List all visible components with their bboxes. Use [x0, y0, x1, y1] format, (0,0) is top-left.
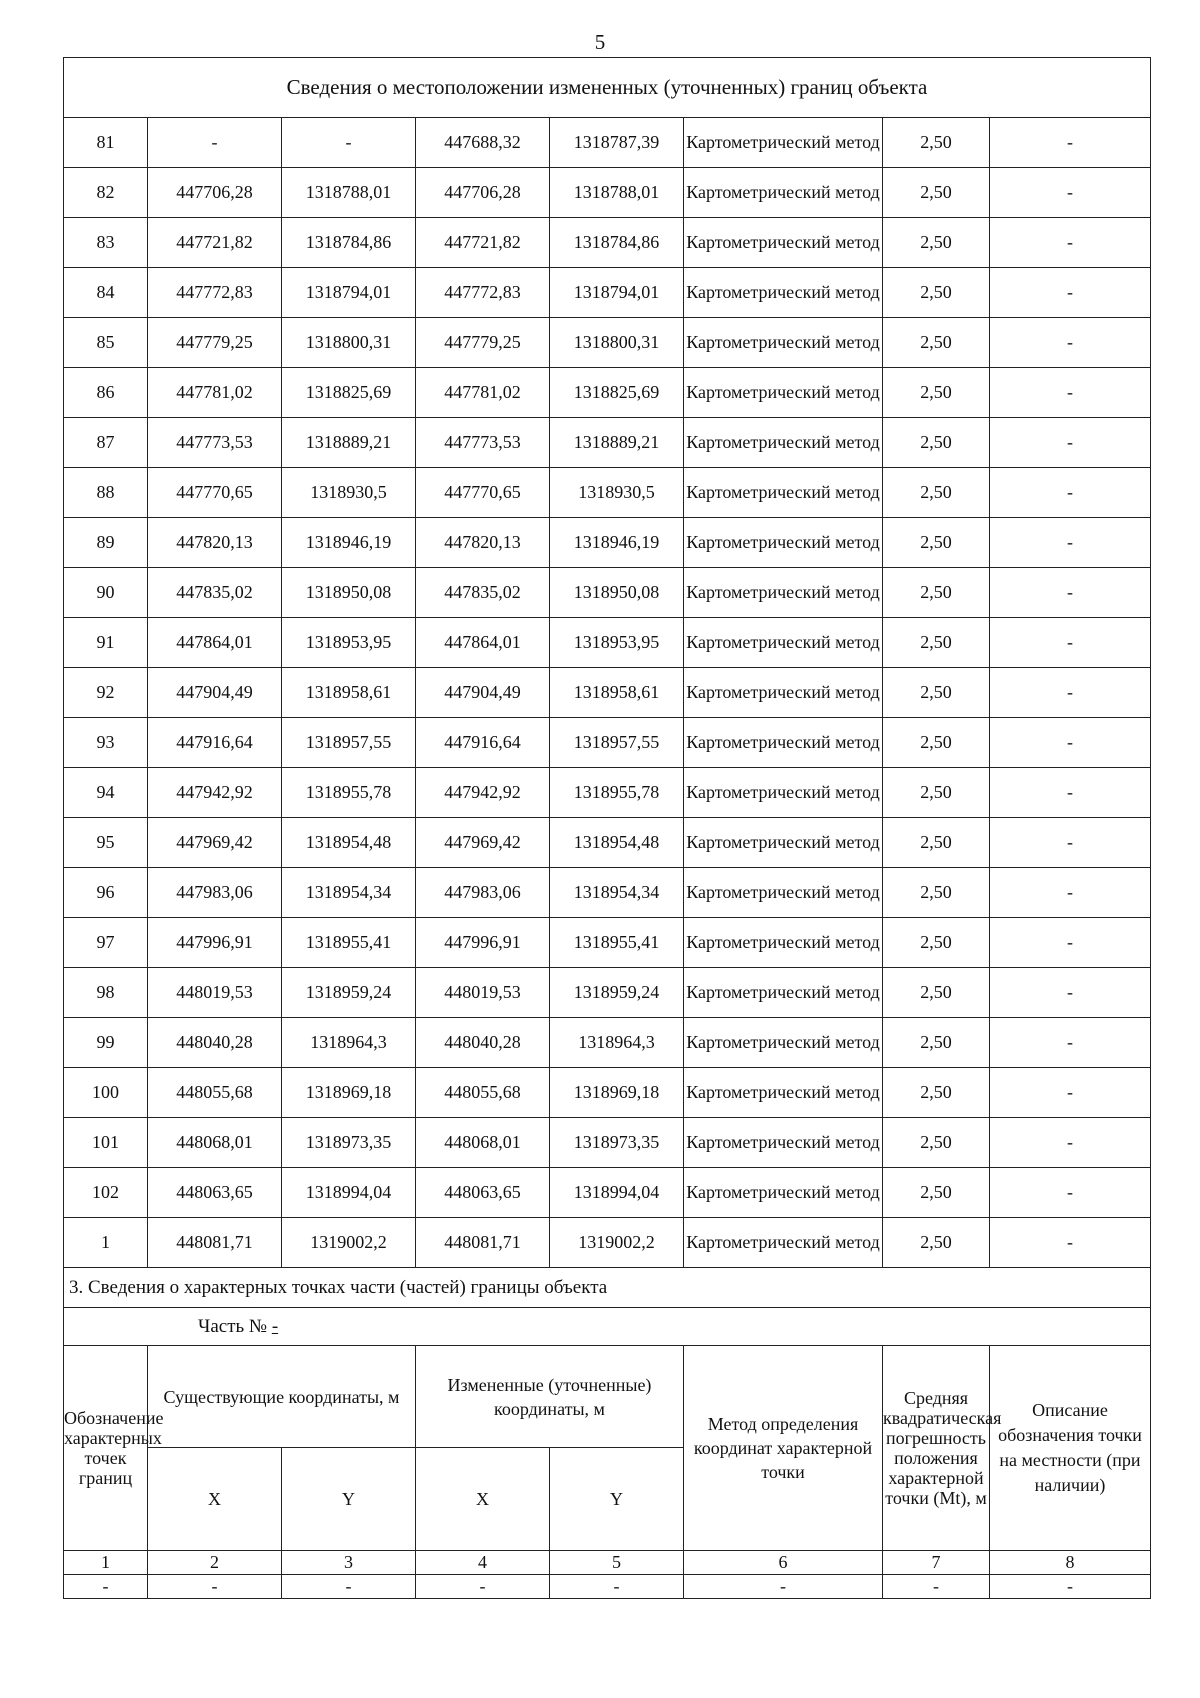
header-existing-x: X — [148, 1448, 282, 1551]
changed-x-cell: 447835,02 — [416, 568, 550, 618]
accuracy-cell: 2,50 — [883, 818, 990, 868]
changed-x-cell: 447864,01 — [416, 618, 550, 668]
table-row — [64, 1018, 1151, 1068]
changed-y-cell: 1318957,55 — [550, 718, 684, 768]
description-cell: - — [990, 1218, 1151, 1268]
point-number-cell: 84 — [64, 268, 148, 318]
point-number-cell: 1 — [64, 1218, 148, 1268]
point-number-cell: 81 — [64, 118, 148, 168]
changed-y-cell: 1318800,31 — [550, 318, 684, 368]
table-row — [64, 1218, 1151, 1268]
point-number-cell: 85 — [64, 318, 148, 368]
table-row — [64, 118, 1151, 168]
table-title: Сведения о местоположении измененных (уточненных) границ объекта — [64, 58, 1151, 118]
column-number-cell: 7 — [883, 1551, 990, 1575]
boundary-coordinates-table — [63, 57, 1151, 1599]
empty-cell: - — [148, 1575, 282, 1599]
changed-y-cell: 1318994,04 — [550, 1168, 684, 1218]
point-number-cell: 91 — [64, 618, 148, 668]
existing-x-cell: 447781,02 — [148, 368, 282, 418]
existing-x-cell: 447773,53 — [148, 418, 282, 468]
existing-y-cell: 1319002,2 — [282, 1218, 416, 1268]
changed-x-cell: 447820,13 — [416, 518, 550, 568]
accuracy-cell: 2,50 — [883, 868, 990, 918]
description-cell: - — [990, 568, 1151, 618]
page-number: 5 — [594, 30, 606, 54]
column-number-cell: 2 — [148, 1551, 282, 1575]
existing-y-cell: 1318784,86 — [282, 218, 416, 268]
description-cell: - — [990, 468, 1151, 518]
changed-x-cell: 447770,65 — [416, 468, 550, 518]
changed-y-cell: 1318787,39 — [550, 118, 684, 168]
existing-x-cell: 447969,42 — [148, 818, 282, 868]
point-number-cell: 83 — [64, 218, 148, 268]
changed-y-cell: 1318889,21 — [550, 418, 684, 468]
header-row-1 — [64, 1346, 1151, 1448]
accuracy-cell: 2,50 — [883, 1118, 990, 1168]
accuracy-cell: 2,50 — [883, 968, 990, 1018]
table-row — [64, 768, 1151, 818]
empty-cell: - — [282, 1575, 416, 1599]
changed-x-cell: 447721,82 — [416, 218, 550, 268]
changed-x-cell: 448019,53 — [416, 968, 550, 1018]
point-number-cell: 90 — [64, 568, 148, 618]
existing-x-cell: 447942,92 — [148, 768, 282, 818]
existing-x-cell: 448081,71 — [148, 1218, 282, 1268]
accuracy-cell: 2,50 — [883, 568, 990, 618]
changed-x-cell: 448063,65 — [416, 1168, 550, 1218]
existing-y-cell: 1318958,61 — [282, 668, 416, 718]
table-row — [64, 818, 1151, 868]
changed-y-cell: 1318953,95 — [550, 618, 684, 668]
description-cell: - — [990, 418, 1151, 468]
point-number-cell: 87 — [64, 418, 148, 468]
existing-x-cell: 447721,82 — [148, 218, 282, 268]
changed-y-cell: 1318930,5 — [550, 468, 684, 518]
existing-y-cell: 1318954,34 — [282, 868, 416, 918]
changed-x-cell: 447779,25 — [416, 318, 550, 368]
description-cell: - — [990, 768, 1151, 818]
changed-x-cell: 447904,49 — [416, 668, 550, 718]
changed-x-cell: 447996,91 — [416, 918, 550, 968]
point-number-cell: 96 — [64, 868, 148, 918]
header-changed-coordinates: Измененные (уточненные) координаты, м — [416, 1346, 684, 1448]
existing-x-cell: 448055,68 — [148, 1068, 282, 1118]
section3-title-row — [64, 1268, 1151, 1308]
existing-x-cell: 447916,64 — [148, 718, 282, 768]
description-cell: - — [990, 1018, 1151, 1068]
changed-x-cell: 448081,71 — [416, 1218, 550, 1268]
existing-y-cell: 1318957,55 — [282, 718, 416, 768]
existing-y-cell: 1318950,08 — [282, 568, 416, 618]
table-row — [64, 918, 1151, 968]
empty-cell: - — [550, 1575, 684, 1599]
empty-cell: - — [416, 1575, 550, 1599]
changed-y-cell: 1318958,61 — [550, 668, 684, 718]
existing-y-cell: 1318800,31 — [282, 318, 416, 368]
changed-y-cell: 1318794,01 — [550, 268, 684, 318]
changed-y-cell: 1318955,41 — [550, 918, 684, 968]
existing-x-cell: 447779,25 — [148, 318, 282, 368]
accuracy-cell: 2,50 — [883, 518, 990, 568]
accuracy-cell: 2,50 — [883, 668, 990, 718]
description-cell: - — [990, 868, 1151, 918]
changed-y-cell: 1318950,08 — [550, 568, 684, 618]
method-cell: Картометрический метод — [684, 968, 883, 1018]
part-label: Часть № — [198, 1315, 268, 1337]
changed-x-cell: 447916,64 — [416, 718, 550, 768]
existing-y-cell: - — [282, 118, 416, 168]
existing-y-cell: 1318964,3 — [282, 1018, 416, 1068]
existing-x-cell: 447864,01 — [148, 618, 282, 668]
part-label-cell — [64, 1308, 1151, 1346]
changed-x-cell: 447773,53 — [416, 418, 550, 468]
description-cell: - — [990, 368, 1151, 418]
column-number-cell: 1 — [64, 1551, 148, 1575]
changed-y-cell: 1318784,86 — [550, 218, 684, 268]
changed-x-cell: 447688,32 — [416, 118, 550, 168]
method-cell: Картометрический метод — [684, 868, 883, 918]
column-number-cell: 4 — [416, 1551, 550, 1575]
point-number-cell: 94 — [64, 768, 148, 818]
point-number-cell: 86 — [64, 368, 148, 418]
method-cell: Картометрический метод — [684, 718, 883, 768]
changed-x-cell: 447983,06 — [416, 868, 550, 918]
description-cell: - — [990, 268, 1151, 318]
column-number-row — [64, 1551, 1151, 1575]
table-row — [64, 618, 1151, 668]
description-cell: - — [990, 1118, 1151, 1168]
point-number-cell: 89 — [64, 518, 148, 568]
table-row — [64, 1118, 1151, 1168]
point-number-cell: 98 — [64, 968, 148, 1018]
table-row — [64, 1575, 1151, 1599]
existing-x-cell: 448040,28 — [148, 1018, 282, 1068]
method-cell: Картометрический метод — [684, 318, 883, 368]
empty-cell: - — [64, 1575, 148, 1599]
changed-y-cell: 1318825,69 — [550, 368, 684, 418]
method-cell: Картометрический метод — [684, 118, 883, 168]
changed-x-cell: 447942,92 — [416, 768, 550, 818]
changed-y-cell: 1318788,01 — [550, 168, 684, 218]
existing-x-cell: 447770,65 — [148, 468, 282, 518]
table-row — [64, 868, 1151, 918]
existing-y-cell: 1318946,19 — [282, 518, 416, 568]
accuracy-cell: 2,50 — [883, 718, 990, 768]
table-row — [64, 318, 1151, 368]
description-cell: - — [990, 918, 1151, 968]
existing-y-cell: 1318994,04 — [282, 1168, 416, 1218]
description-cell: - — [990, 168, 1151, 218]
changed-y-cell: 1318959,24 — [550, 968, 684, 1018]
description-cell: - — [990, 218, 1151, 268]
description-cell: - — [990, 668, 1151, 718]
accuracy-cell: 2,50 — [883, 618, 990, 668]
table-row — [64, 568, 1151, 618]
existing-x-cell: 447820,13 — [148, 518, 282, 568]
changed-y-cell: 1318954,34 — [550, 868, 684, 918]
accuracy-cell: 2,50 — [883, 218, 990, 268]
existing-x-cell: 448068,01 — [148, 1118, 282, 1168]
existing-x-cell: - — [148, 118, 282, 168]
changed-x-cell: 447781,02 — [416, 368, 550, 418]
header-existing-y: Y — [282, 1448, 416, 1551]
empty-cell: - — [684, 1575, 883, 1599]
table-row — [64, 968, 1151, 1018]
changed-x-cell: 448040,28 — [416, 1018, 550, 1068]
existing-y-cell: 1318889,21 — [282, 418, 416, 468]
point-number-cell: 82 — [64, 168, 148, 218]
point-number-cell: 102 — [64, 1168, 148, 1218]
changed-y-cell: 1318954,48 — [550, 818, 684, 868]
header-point: Обозначение характерных точек границ — [64, 1346, 148, 1551]
table-row — [64, 468, 1151, 518]
method-cell: Картометрический метод — [684, 1218, 883, 1268]
part-row — [64, 1308, 1151, 1346]
method-cell: Картометрический метод — [684, 1118, 883, 1168]
existing-x-cell: 447904,49 — [148, 668, 282, 718]
header-changed-y: Y — [550, 1448, 684, 1551]
method-cell: Картометрический метод — [684, 1018, 883, 1068]
table-row — [64, 168, 1151, 218]
method-cell: Картометрический метод — [684, 168, 883, 218]
changed-x-cell: 448068,01 — [416, 1118, 550, 1168]
table-row — [64, 268, 1151, 318]
description-cell: - — [990, 718, 1151, 768]
method-cell: Картометрический метод — [684, 1168, 883, 1218]
description-cell: - — [990, 318, 1151, 368]
column-number-cell: 3 — [282, 1551, 416, 1575]
existing-x-cell: 447706,28 — [148, 168, 282, 218]
point-number-cell: 99 — [64, 1018, 148, 1068]
table-row — [64, 218, 1151, 268]
accuracy-cell: 2,50 — [883, 468, 990, 518]
accuracy-cell: 2,50 — [883, 1018, 990, 1068]
method-cell: Картометрический метод — [684, 468, 883, 518]
description-cell: - — [990, 1168, 1151, 1218]
accuracy-cell: 2,50 — [883, 1068, 990, 1118]
table-row — [64, 418, 1151, 468]
description-cell: - — [990, 1068, 1151, 1118]
method-cell: Картометрический метод — [684, 518, 883, 568]
existing-y-cell: 1318788,01 — [282, 168, 416, 218]
existing-x-cell: 447772,83 — [148, 268, 282, 318]
accuracy-cell: 2,50 — [883, 368, 990, 418]
existing-y-cell: 1318794,01 — [282, 268, 416, 318]
existing-y-cell: 1318969,18 — [282, 1068, 416, 1118]
method-cell: Картометрический метод — [684, 268, 883, 318]
header-existing-coordinates: Существующие координаты, м — [148, 1346, 416, 1448]
table-row — [64, 368, 1151, 418]
method-cell: Картометрический метод — [684, 768, 883, 818]
existing-y-cell: 1318955,41 — [282, 918, 416, 968]
point-number-cell: 92 — [64, 668, 148, 718]
existing-y-cell: 1318953,95 — [282, 618, 416, 668]
accuracy-cell: 2,50 — [883, 118, 990, 168]
table-row — [64, 1168, 1151, 1218]
existing-x-cell: 447983,06 — [148, 868, 282, 918]
method-cell: Картометрический метод — [684, 218, 883, 268]
changed-y-cell: 1319002,2 — [550, 1218, 684, 1268]
header-description: Описание обозначения точки на местности (при наличии) — [990, 1346, 1151, 1551]
accuracy-cell: 2,50 — [883, 768, 990, 818]
existing-y-cell: 1318955,78 — [282, 768, 416, 818]
changed-y-cell: 1318973,35 — [550, 1118, 684, 1168]
changed-x-cell: 447969,42 — [416, 818, 550, 868]
changed-y-cell: 1318946,19 — [550, 518, 684, 568]
point-number-cell: 100 — [64, 1068, 148, 1118]
changed-x-cell: 447772,83 — [416, 268, 550, 318]
existing-x-cell: 447835,02 — [148, 568, 282, 618]
existing-x-cell: 448063,65 — [148, 1168, 282, 1218]
header-accuracy: Средняя квадратическая погрешность положения характерной точки (Mt), м — [883, 1346, 990, 1551]
table-row — [64, 1068, 1151, 1118]
accuracy-cell: 2,50 — [883, 1218, 990, 1268]
description-cell: - — [990, 618, 1151, 668]
part-value: - — [271, 1315, 279, 1337]
point-number-cell: 101 — [64, 1118, 148, 1168]
existing-x-cell: 448019,53 — [148, 968, 282, 1018]
changed-y-cell: 1318964,3 — [550, 1018, 684, 1068]
description-cell: - — [990, 818, 1151, 868]
accuracy-cell: 2,50 — [883, 268, 990, 318]
changed-x-cell: 448055,68 — [416, 1068, 550, 1118]
changed-y-cell: 1318969,18 — [550, 1068, 684, 1118]
table-row — [64, 718, 1151, 768]
changed-x-cell: 447706,28 — [416, 168, 550, 218]
column-number-cell: 6 — [684, 1551, 883, 1575]
accuracy-cell: 2,50 — [883, 168, 990, 218]
section3-title: 3. Сведения о характерных точках части (частей) границы объекта — [64, 1268, 1151, 1308]
table-row — [64, 518, 1151, 568]
method-cell: Картометрический метод — [684, 1068, 883, 1118]
point-number-cell: 95 — [64, 818, 148, 868]
column-number-cell: 5 — [550, 1551, 684, 1575]
method-cell: Картометрический метод — [684, 368, 883, 418]
description-cell: - — [990, 518, 1151, 568]
point-number-cell: 97 — [64, 918, 148, 968]
accuracy-cell: 2,50 — [883, 1168, 990, 1218]
column-number-cell: 8 — [990, 1551, 1151, 1575]
existing-y-cell: 1318973,35 — [282, 1118, 416, 1168]
description-cell: - — [990, 118, 1151, 168]
header-changed-x: X — [416, 1448, 550, 1551]
changed-y-cell: 1318955,78 — [550, 768, 684, 818]
existing-y-cell: 1318930,5 — [282, 468, 416, 518]
method-cell: Картометрический метод — [684, 818, 883, 868]
accuracy-cell: 2,50 — [883, 418, 990, 468]
header-method: Метод определения координат характерной точки — [684, 1346, 883, 1551]
method-cell: Картометрический метод — [684, 618, 883, 668]
method-cell: Картометрический метод — [684, 568, 883, 618]
accuracy-cell: 2,50 — [883, 318, 990, 368]
description-cell: - — [990, 968, 1151, 1018]
accuracy-cell: 2,50 — [883, 918, 990, 968]
point-number-cell: 88 — [64, 468, 148, 518]
method-cell: Картометрический метод — [684, 668, 883, 718]
method-cell: Картометрический метод — [684, 918, 883, 968]
empty-cell: - — [990, 1575, 1151, 1599]
table-title-row — [64, 58, 1151, 118]
point-number-cell: 93 — [64, 718, 148, 768]
existing-y-cell: 1318959,24 — [282, 968, 416, 1018]
table-row — [64, 668, 1151, 718]
existing-y-cell: 1318954,48 — [282, 818, 416, 868]
existing-x-cell: 447996,91 — [148, 918, 282, 968]
empty-cell: - — [883, 1575, 990, 1599]
method-cell: Картометрический метод — [684, 418, 883, 468]
existing-y-cell: 1318825,69 — [282, 368, 416, 418]
